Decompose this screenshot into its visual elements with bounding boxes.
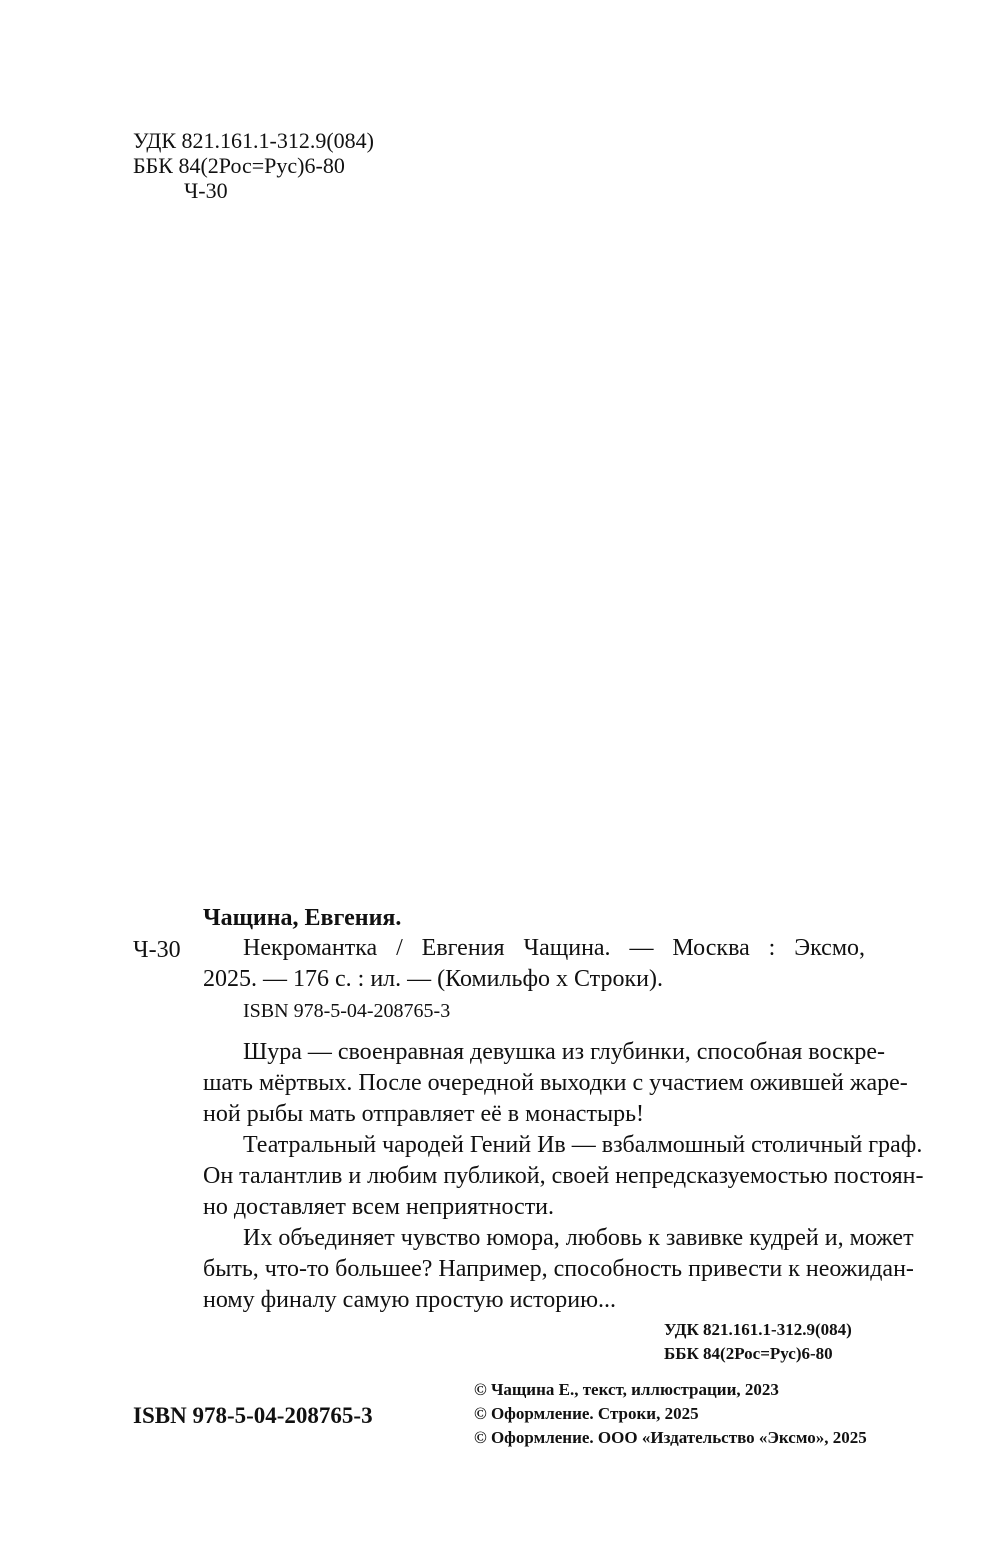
annotation-p2-line2: Он талантлив и любим публикой, своей непредсказуемостью постоян-	[203, 1163, 924, 1189]
copyright-line: © Чащина Е., текст, иллюстрации, 2023	[474, 1380, 779, 1399]
udk-code: УДК 821.161.1-312.9(084)	[133, 128, 375, 153]
author-mark: Ч-30	[184, 178, 228, 203]
annotation-p3-line2: быть, что-то большее? Например, способность привести к неожидан-	[203, 1256, 914, 1282]
bbk-code: ББК 84(2Рос=Рус)6-80	[133, 153, 345, 178]
isbn-record: ISBN 978-5-04-208765-3	[243, 1000, 451, 1022]
udk-code-bottom: УДК 821.161.1-312.9(084)	[664, 1320, 852, 1339]
annotation-p3-line3: ному финалу самую простую историю...	[203, 1287, 617, 1313]
bbk-code-bottom: ББК 84(2Рос=Рус)6-80	[664, 1344, 833, 1363]
author-mark-side: Ч-30	[133, 937, 181, 963]
annotation-p2-line1: Театральный чародей Гений Ив — взбалмошный столичный граф.	[243, 1132, 923, 1158]
title-line-1: Некромантка / Евгения Чащина. — Москва : Эксмо,	[243, 935, 865, 961]
isbn-footer: ISBN 978-5-04-208765-3	[133, 1403, 373, 1428]
annotation-p2-line3: но доставляет всем неприятности.	[203, 1194, 555, 1220]
annotation-p1-line2: шать мёртвых. После очередной выходки с участием ожившей жаре-	[203, 1070, 908, 1096]
copyright-line: © Оформление. Строки, 2025	[474, 1404, 699, 1423]
title-line-2: 2025. — 176 с. : ил. — (Комильфо х Строки).	[203, 966, 663, 992]
annotation-p1-line3: ной рыбы мать отправляет её в монастырь!	[203, 1101, 644, 1127]
copyright-line: © Оформление. ООО «Издательство «Эксмо», 2025	[474, 1428, 867, 1447]
annotation-p1-line1: Шура — своенравная девушка из глубинки, способная воскре-	[243, 1039, 886, 1065]
author-heading: Чащина, Евгения.	[203, 905, 402, 931]
annotation-p3-line1: Их объединяет чувство юмора, любовь к завивке кудрей и, может	[243, 1225, 914, 1251]
